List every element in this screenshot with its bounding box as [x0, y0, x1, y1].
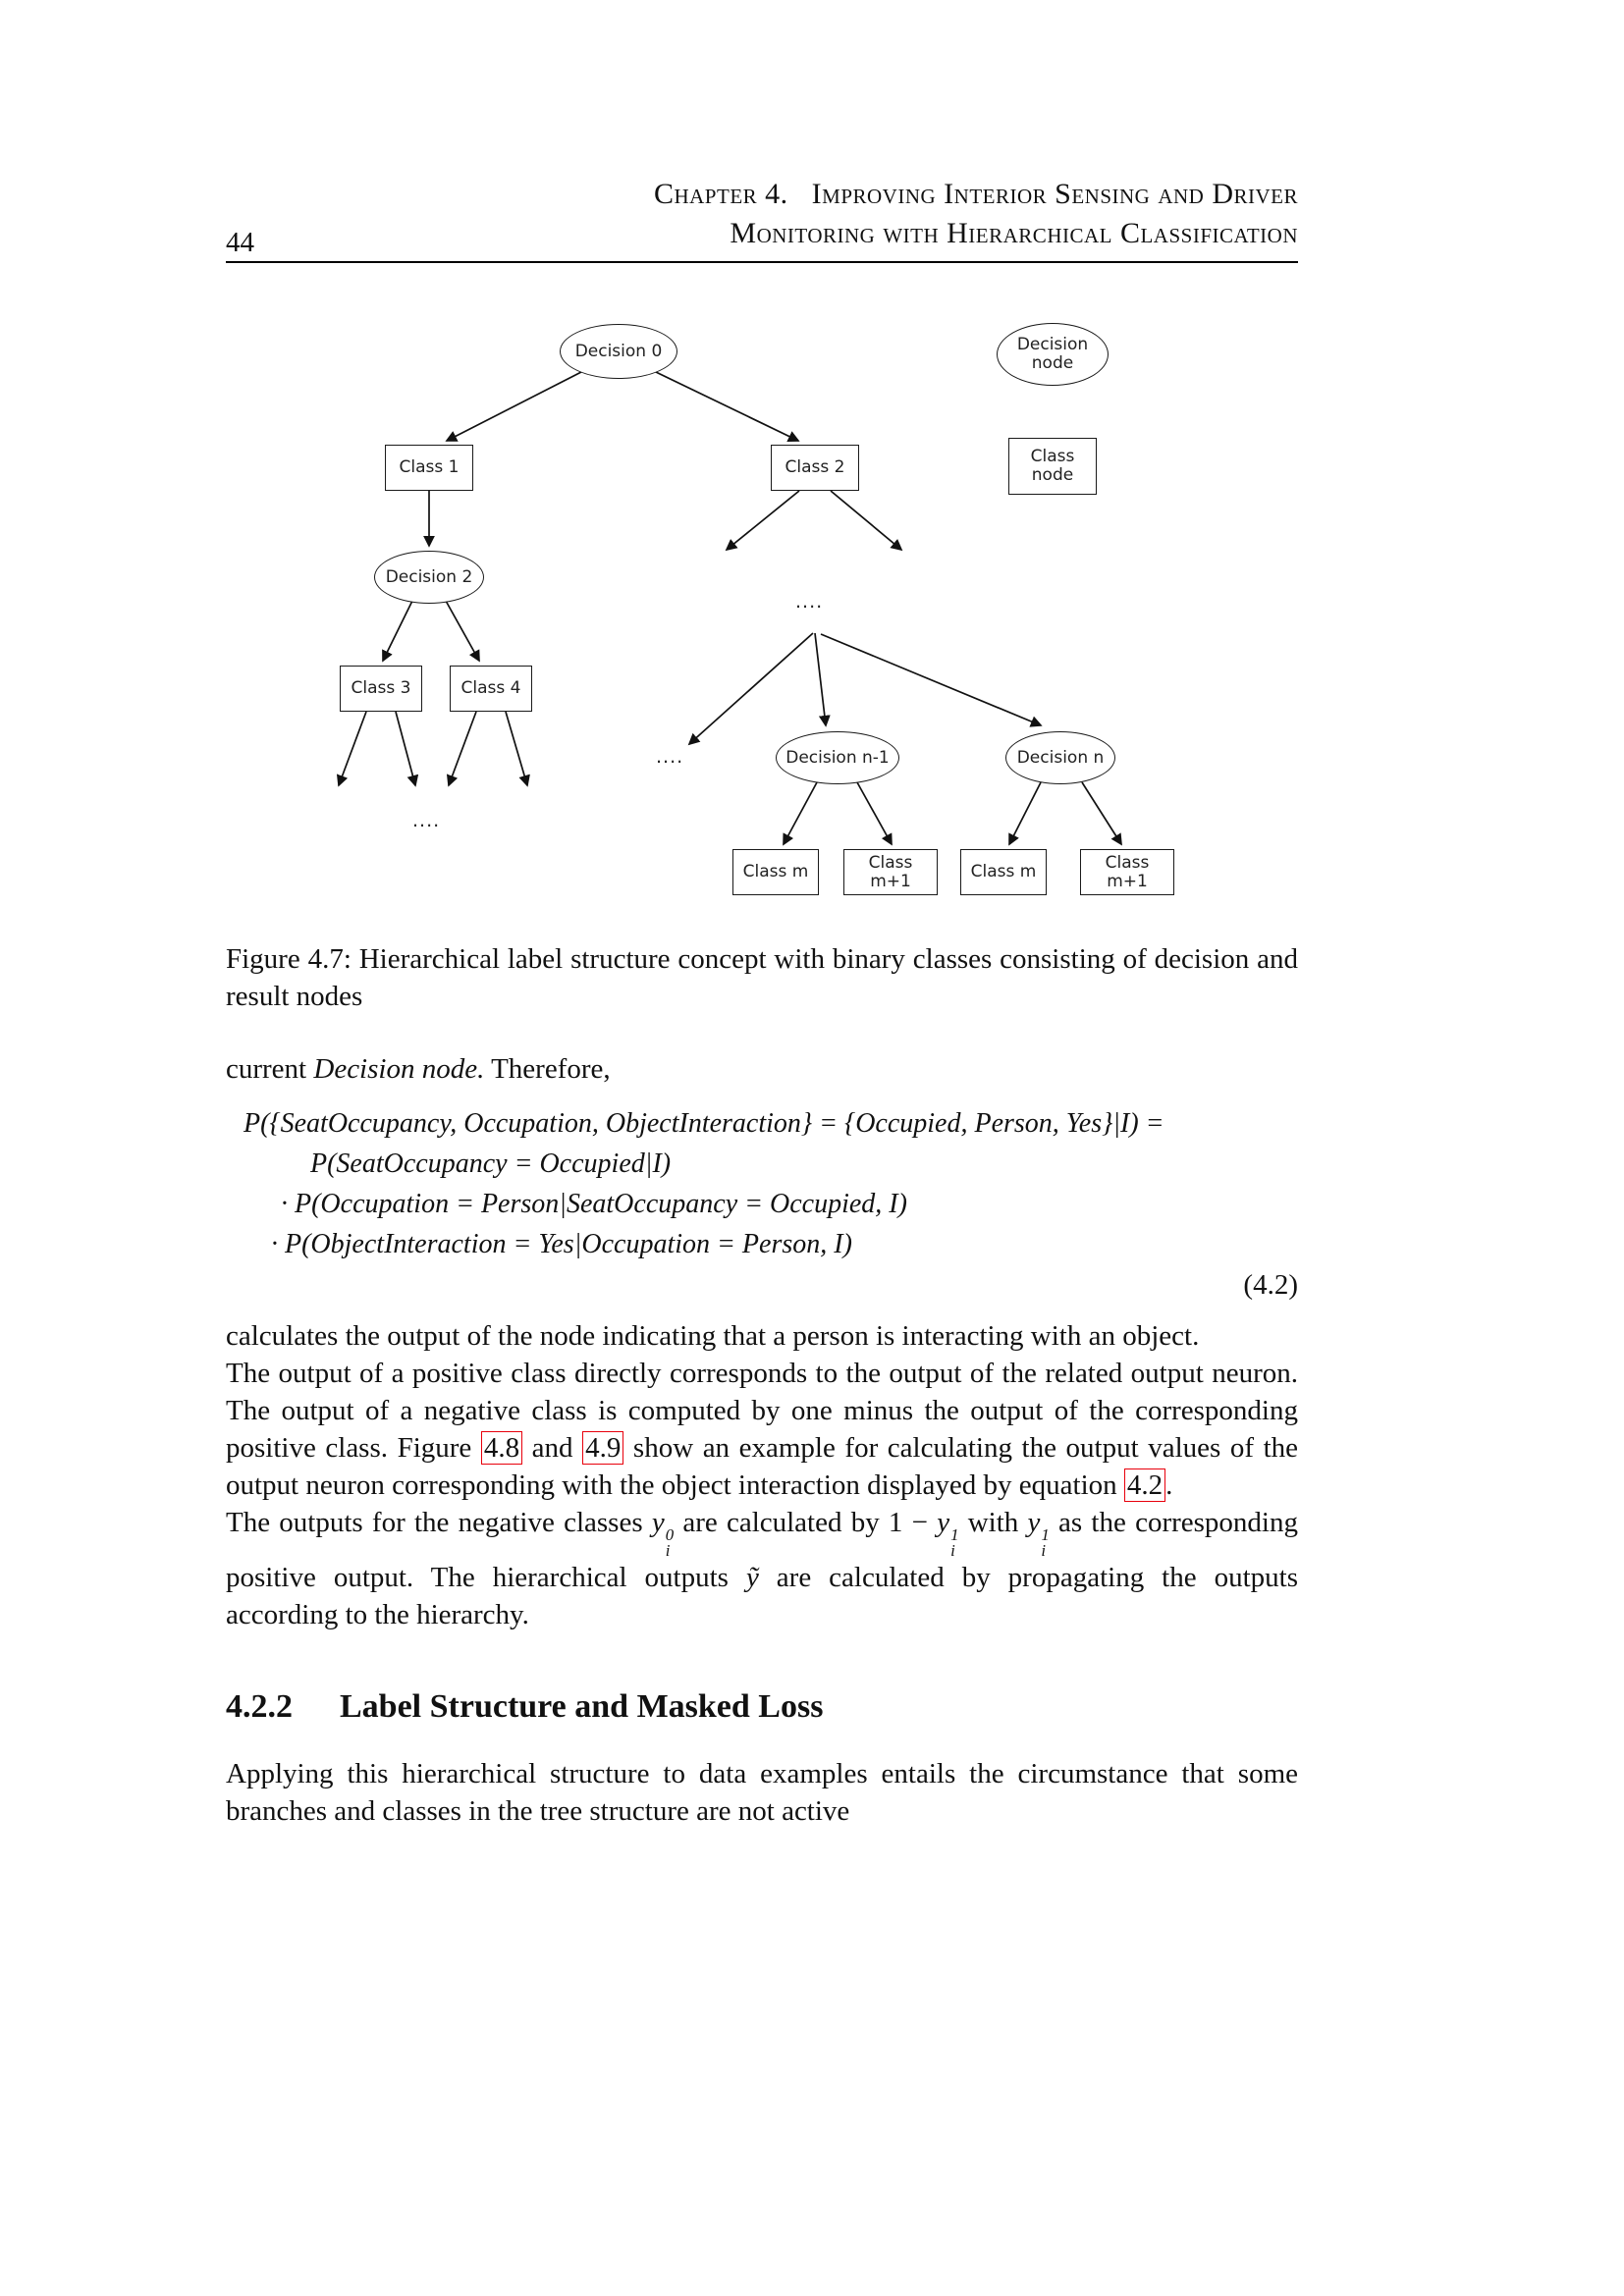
- equation-line-1: P({SeatOccupancy, Occupation, ObjectInteraction} = {Occupied, Person, Yes}|I) =: [244, 1108, 1164, 1139]
- figure-4-7-diagram: [236, 304, 1298, 911]
- paragraph-applying-structure: Applying this hierarchical structure to data examples entails the circumstance that some branches and classes in the tree structure are not active: [226, 1758, 1298, 1828]
- math-sup: 0: [665, 1525, 675, 1545]
- figure-ref-4-8[interactable]: 4.8: [481, 1431, 522, 1465]
- node-class-m-left: Class m: [732, 849, 819, 895]
- running-title: [226, 175, 1298, 253]
- node-class-m1-right: Class m+1: [1080, 849, 1174, 895]
- math-y-i-0: [651, 1507, 675, 1561]
- chapter-label: Chapter 4.: [653, 178, 788, 210]
- section-number: 4.2.2: [226, 1688, 293, 1726]
- decision-node-term: Decision node.: [313, 1053, 485, 1085]
- node-class-1: Class 1: [385, 445, 473, 491]
- paragraph-calculates-output: calculates the output of the node indicating that a person is interacting with an object.: [226, 1320, 1200, 1352]
- math-base: y: [1027, 1507, 1041, 1538]
- paragraph-positive-class-output: [226, 1355, 1298, 1504]
- math-sub: i: [665, 1541, 671, 1561]
- legend-decision-node: Decision node: [997, 323, 1109, 386]
- text-run: .: [1165, 1469, 1173, 1501]
- equation-line-4: · P(ObjectInteraction = Yes|Occupation = Person, I): [271, 1229, 852, 1259]
- text-run: are calculated by propagating the outputs according to the hierarchy.: [226, 1562, 1299, 1631]
- equation-4-2: [226, 1103, 1298, 1304]
- paragraph-current-decision-node: [226, 1050, 1298, 1088]
- figure-ref-4-9[interactable]: 4.9: [582, 1431, 623, 1465]
- math-supsub: [1041, 1527, 1049, 1559]
- figure-caption-label: Figure 4.7:: [226, 943, 352, 975]
- page-number: 44: [226, 227, 254, 258]
- running-title-line1: [226, 175, 1298, 214]
- node-class-2: Class 2: [771, 445, 859, 491]
- text-run: and: [522, 1432, 583, 1464]
- ellipsis-left-of-decision-n-1: ....: [656, 746, 684, 768]
- legend-class-node: Class node: [1008, 438, 1097, 495]
- node-decision-n-1: Decision n-1: [776, 731, 899, 784]
- node-class-m1-left: Class m+1: [843, 849, 938, 895]
- equation-number: (4.2): [1243, 1269, 1298, 1301]
- math-sup: 1: [1041, 1525, 1050, 1545]
- text-run: are calculated by 1 −: [674, 1507, 938, 1538]
- node-decision-0: Decision 0: [560, 324, 677, 379]
- node-decision-n: Decision n: [1005, 731, 1115, 784]
- section-title: Label Structure and Masked Loss: [340, 1688, 824, 1726]
- text-run: show an example for calculating the output values of the output neuron corresponding with the object interaction displayed by equation: [226, 1432, 1299, 1501]
- running-title-line2: Monitoring with Hierarchical Classification: [730, 217, 1298, 249]
- figure-caption-text: Hierarchical label structure concept with binary classes consisting of decision and result nodes: [226, 943, 1298, 1012]
- chapter-title-part1: Improving Interior Sensing and Driver: [811, 178, 1298, 210]
- math-supsub: [666, 1527, 674, 1559]
- math-sub: i: [1041, 1541, 1047, 1561]
- equation-line-3: · P(Occupation = Person|SeatOccupancy = Occupied, I): [281, 1189, 907, 1219]
- text-run: with: [958, 1507, 1028, 1538]
- page-header: [226, 175, 1298, 263]
- header-rule: [226, 261, 1298, 263]
- math-base: y: [937, 1507, 950, 1538]
- text-run: The output of a positive class directly corresponds to the output of the related output neuron. The output of a negative class is computed by one minus the output of the corresponding positive class. Figure: [226, 1358, 1298, 1464]
- math-supsub: [950, 1527, 958, 1559]
- math-y-i-1: [937, 1507, 959, 1561]
- text-run: current: [226, 1053, 314, 1085]
- math-y-tilde: ỹ: [745, 1562, 759, 1594]
- node-class-m-right: Class m: [960, 849, 1047, 895]
- math-sub: i: [950, 1541, 955, 1561]
- figure-caption: [226, 940, 1298, 1015]
- node-decision-2: Decision 2: [374, 551, 484, 604]
- text-run: as the corresponding positive output. The hierarchical outputs: [226, 1507, 1298, 1594]
- equation-line-2: P(SeatOccupancy = Occupied|I): [310, 1148, 672, 1179]
- ellipsis-under-class3-4: ....: [412, 810, 441, 831]
- equation-ref-4-2[interactable]: 4.2: [1124, 1468, 1165, 1502]
- ellipsis-under-class2: ....: [795, 591, 824, 613]
- text-run: The outputs for the negative classes: [226, 1507, 652, 1538]
- diagram-arrows: [236, 304, 1298, 911]
- text-run: Therefore,: [484, 1053, 611, 1085]
- node-class-4: Class 4: [450, 666, 532, 712]
- section-heading-4-2-2: [226, 1688, 1298, 1726]
- math-sup: 1: [950, 1525, 959, 1545]
- math-y-i-1: [1027, 1507, 1050, 1561]
- math-base: y: [651, 1507, 665, 1538]
- node-class-3: Class 3: [340, 666, 422, 712]
- content-column: [226, 175, 1298, 1830]
- paragraph-negative-outputs: [226, 1504, 1298, 1633]
